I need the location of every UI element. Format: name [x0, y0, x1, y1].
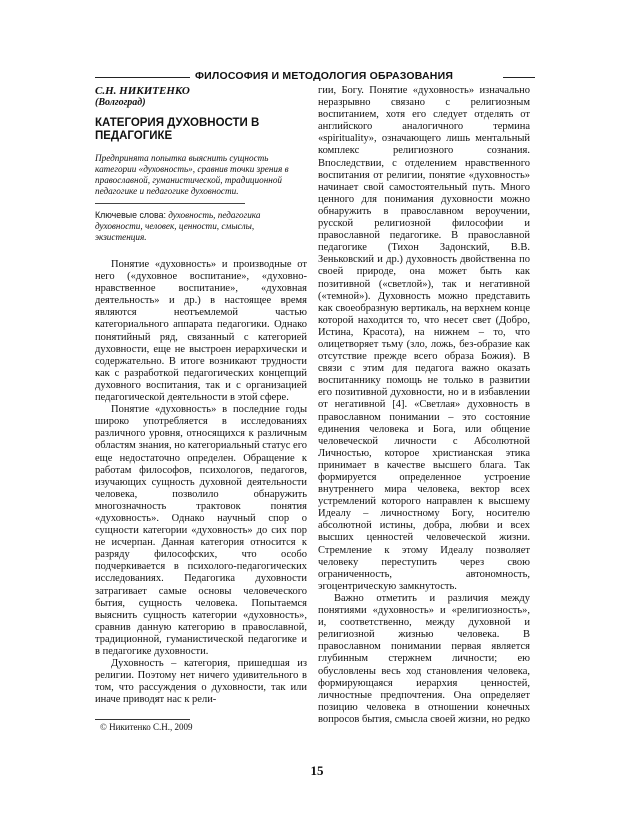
author-affiliation: (Волгоград) [95, 97, 146, 108]
abstract-separator [95, 203, 245, 204]
header-rule-left [95, 77, 190, 78]
keywords-label: Ключевые слова: [95, 210, 166, 220]
author-name: С.Н. НИКИТЕНКО [95, 85, 190, 97]
copyright-footnote: © Никитенко С.Н., 2009 [100, 722, 193, 732]
left-body [95, 259, 307, 706]
running-header [95, 70, 535, 86]
paragraph: Понятие «духовность» в последние годы широко употребляется в исследованиях различного уровня, относящихся к различным областям знания, но категориальный статус его еще недостаточно определен. Обращение к работам философов, психологов, педагогов, изучающих сущность духовной деятельности человека, позволило обнаружить многозначность трактовок понятия «духовность». Однако научный спор о сущности категории «духовность» до сих пор не исчерпан. Данная категория относится к разряду философских, что особо подчеркивается в психолого-педагогических исследованиях. Педагогика духовности затрагивает самые основы человеческого бытия, сущность человека. Попытаемся выяснить сущность категории «духовность», сравнив данную категорию в православной, традиционной, гуманистической педагогике и в педагогике духовности. [95, 404, 307, 657]
paragraph: Понятие «духовность» и производные от него («духовное воспитание», «духовно-нравственное воспитание», «духовная деятельность» и др.) в настоящее время являются неотъемлемой частью категориального аппарата педагогики. Однако понятийный ряд, связанный с категорией духовности, еще не выстроен иерархически и содержательно. В итоге возникают трудности как с разработкой педагогических концепций духовного воспитания, так и с организацией педагогической деятельности в этой сфере. [95, 259, 307, 404]
right-column [318, 85, 530, 726]
header-rule-right [503, 77, 535, 78]
paragraph: гии, Богу. Понятие «духовность» изначально неразрывно связано с религиозным воспитанием, хотя его следует отделять от английского аналогичного термина «spirituality», означающего лишь ментальный комплекс религиозного сознания. Впоследствии, с отделением нравственного воспитания от религии, понятие «духовность» начинает свой самостоятельный путь. Много ценного для понимания духовности можно обнаружить в православном вероучении, русской религиозной философии и православной педагогике. В православной педагогике (Тихон Задонский, В.В. Зеньковский и др.) духовность двойственна по своей природе, она может быть как позитивной («светлой»), так и негативной («темной»). Духовность можно представить как своеобразную вертикаль, на верхнем конце которой находится то, что несет свет (Добро, Истина, Красота), на нижнем – то, что олицетворяет тьму (зло, ложь, без-образие как отсутствие прежде всего образа Божия). В связи с этим для педагога важно оказать воспитаннику помощь не только в развитии его позитивной духовности, но и в избавлении от негативной [4]. «Светлая» духовность в православном понимании – это состояние единения человека и Бога, или общение человеческой личности с Абсолютной Личностью, которое христианская этика принимает в качестве высшего блага. Так формируется определенное устроение внутреннего мира человека, вектор всех устремлений которого направлен к высшему Идеалу – личностному Богу, носителю абсолютной истины, добра, любви и всех высших ценностей человеческой жизни. Стремление к этому Идеалу позволяет человеку переступить через свою ограниченность, автономность, эгоцентрическую замкнутость. [318, 85, 530, 592]
paragraph: Важно отметить и различия между понятиями «духовность» и «религиозность», и, соответственно, между духовной и религиозной жизнью человека. В православном понимании первая является глубинным стержнем личности; ею обусловлены весь ход становления человека, формирующаяся иерархия ценностей, личностные предпочтения. Она определяет позицию человека в отношении конечных вопросов бытия, смысла своей жизни, но редко [318, 592, 531, 725]
keywords-text: духовность, педагогика духовности, человек, ценности, смыслы, экзистенция. [95, 210, 261, 242]
section-title: ФИЛОСОФИЯ И МЕТОДОЛОГИЯ ОБРАЗОВАНИЯ [195, 70, 454, 82]
paragraph: Духовность – категория, пришедшая из религии. Поэтому нет ничего удивительного в том, что рассуждения о духовности, так или иначе приводят нас к рели- [95, 658, 307, 706]
page-number: 15 [310, 763, 324, 778]
footnote-rule [95, 719, 190, 720]
abstract: Предпринята попытка выяснить сущность категории «духовность», сравнив точки зрения в православной, гуманистической, традиционной педагогике и педагогике духовности. [95, 153, 289, 196]
keywords [95, 210, 307, 243]
article-title: КАТЕГОРИЯ ДУХОВНОСТИ В ПЕДАГОГИКЕ [95, 117, 260, 142]
left-column [95, 85, 307, 706]
